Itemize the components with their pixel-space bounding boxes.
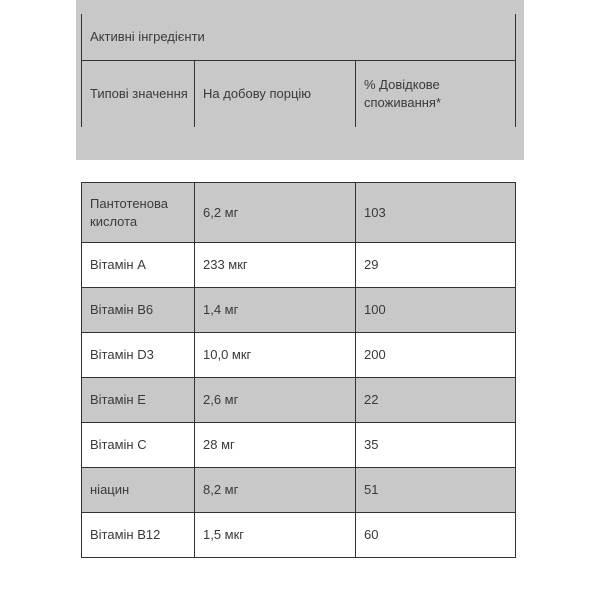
nutrient-name: Вітамін D3 (82, 333, 195, 378)
table-row (82, 378, 516, 423)
nutrient-name: ніацин (82, 468, 195, 513)
header-table (81, 14, 516, 127)
nutrient-percent: 103 (356, 183, 516, 243)
table-row (82, 288, 516, 333)
table-row (82, 513, 516, 558)
table-row (82, 243, 516, 288)
nutrient-name: Вітамін С (82, 423, 195, 468)
column-header-reference-intake: % Довідкове споживання* (356, 61, 516, 128)
nutrient-percent: 22 (356, 378, 516, 423)
nutrient-amount: 28 мг (195, 423, 356, 468)
nutrient-percent: 35 (356, 423, 516, 468)
nutrient-percent: 100 (356, 288, 516, 333)
nutrient-percent: 200 (356, 333, 516, 378)
nutrient-name: Пантотенова кислота (82, 183, 195, 243)
nutrient-amount: 8,2 мг (195, 468, 356, 513)
nutrient-percent: 29 (356, 243, 516, 288)
table-row (82, 468, 516, 513)
table-row (82, 183, 516, 243)
table-row (82, 333, 516, 378)
nutrient-amount: 233 мкг (195, 243, 356, 288)
nutrient-name: Вітамін В12 (82, 513, 195, 558)
nutrient-name: Вітамін В6 (82, 288, 195, 333)
nutrient-table (81, 182, 516, 558)
table-row (82, 423, 516, 468)
nutrient-amount: 2,6 мг (195, 378, 356, 423)
header-columns-row (82, 61, 516, 128)
table-title: Активні інгредієнти (82, 14, 516, 61)
nutrient-percent: 60 (356, 513, 516, 558)
nutrient-amount: 1,4 мг (195, 288, 356, 333)
nutrient-amount: 6,2 мг (195, 183, 356, 243)
column-header-per-serving: На добову порцію (195, 61, 356, 128)
column-header-typical-values: Типові значення (82, 61, 195, 128)
header-title-row (82, 14, 516, 61)
nutrient-name: Вітамін Е (82, 378, 195, 423)
nutrient-amount: 1,5 мкг (195, 513, 356, 558)
nutrient-percent: 51 (356, 468, 516, 513)
nutrient-amount: 10,0 мкг (195, 333, 356, 378)
nutrient-name: Вітамін А (82, 243, 195, 288)
